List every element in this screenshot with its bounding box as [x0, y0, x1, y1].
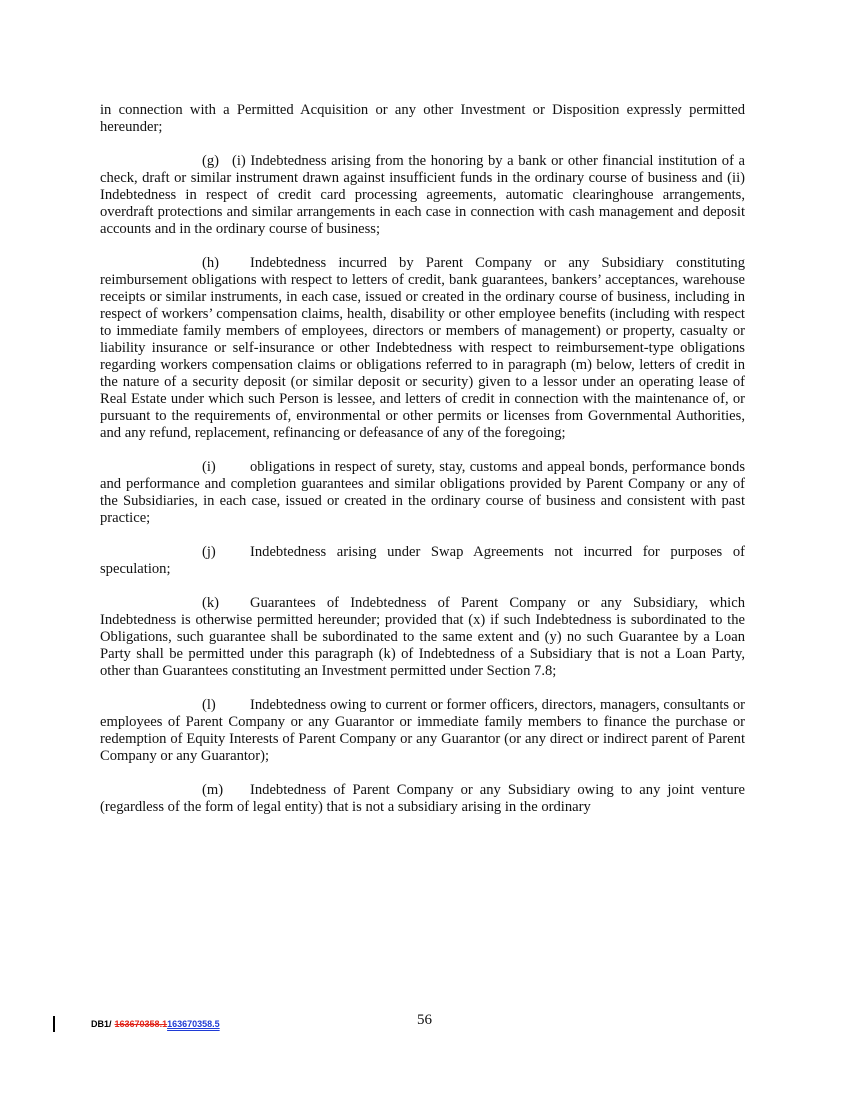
- paragraph-label-m: (m): [202, 782, 224, 798]
- paragraph-h: [100, 255, 745, 442]
- paragraph-label-j: (j): [202, 544, 216, 560]
- revision-change-bar: [53, 1016, 55, 1032]
- paragraph-j: [100, 544, 745, 578]
- paragraph-label-i: (i): [202, 459, 216, 475]
- paragraph-text-m: Indebtedness of Parent Company or any Subsidiary owing to any joint venture (regardless of the form of legal entity) that is not a subsidiary arising in the ordinary: [100, 782, 745, 815]
- paragraph-label-h: (h): [202, 255, 220, 271]
- paragraph-m: [100, 782, 745, 816]
- paragraph-text-l: Indebtedness owing to current or former officers, directors, managers, consultants or employees of Parent Company or any Guarantor or immediate family members to finance the purchase or redemption of Equity Interests of Parent Company or any Guarantor (or any direct or indirect parent of Parent Company or any Guarantor);: [100, 697, 745, 764]
- paragraph-l: [100, 697, 745, 765]
- paragraph-text-j: Indebtedness arising under Swap Agreements not incurred for purposes of speculation;: [100, 544, 745, 577]
- paragraph-text-g: (i) Indebtedness arising from the honoring by a bank or other financial institution of a check, draft or similar instrument drawn against insufficient funds in the ordinary course of business and (ii) Indebtedness in respect of credit card processing agreements, automatic clearinghouse arrangements, overdraft protections and similar arrangements in each case in connection with cash management and deposit accounts and in the ordinary course of business;: [100, 153, 745, 237]
- doc-id-prefix: DB1/: [91, 1018, 112, 1029]
- inserted-doc-id: 163670358.5: [167, 1018, 220, 1029]
- paragraph-label-l: (l): [202, 697, 216, 713]
- document-body: [100, 102, 745, 816]
- paragraph-k: [100, 595, 745, 680]
- deleted-doc-id: 163670358.1: [114, 1018, 168, 1029]
- paragraph-continuation: in connection with a Permitted Acquisition or any other Investment or Disposition expressly permitted hereunder;: [100, 102, 745, 135]
- paragraph-label-k: (k): [202, 595, 220, 611]
- paragraph-text-k: Guarantees of Indebtedness of Parent Company or any Subsidiary, which Indebtedness is otherwise permitted hereunder; provided that (x) if such Indebtedness is subordinated to the Obligations, such guarantee shall be subordinated to the same extent and (y) no such Guarantee by a Loan Party shall be permitted under this paragraph (k) of Indebtedness of a Subsidiary that is not a Loan Party, other than Guarantees constituting an Investment permitted under Section 7.8;: [100, 595, 745, 679]
- paragraph-text-h: Indebtedness incurred by Parent Company or any Subsidiary constituting reimbursement obligations with respect to letters of credit, bank guarantees, bankers’ acceptances, warehouse receipts or similar instruments, in each case, issued or created in the ordinary course of business, including in respect of workers’ compensation claims, health, disability or other employee benefits (including with respect to immediate family members of employees, directors or members of management) or property, casualty or liability insurance or self-insurance or other Indebtedness with respect to reimbursement-type obligations regarding workers compensation claims or obligations referred to in paragraph (m) below, letters of credit in the nature of a security deposit (or similar deposit or security) given to a lessor under an operating lease of Real Estate under which such Person is lessee, and letters of credit in connection with the maintenance of, or pursuant to the requirements of, environmental or other permits or licenses from Governmental Authorities, and any refund, replacement, refinancing or defeasance of any of the foregoing;: [100, 255, 745, 441]
- document-footer: [53, 1016, 220, 1032]
- paragraph-label-g: (g): [202, 153, 220, 169]
- paragraph-i: [100, 459, 745, 527]
- paragraph-text-i: obligations in respect of surety, stay, customs and appeal bonds, performance bonds and performance and completion guarantees and similar obligations provided by Parent Company or any of the Subsidiaries, in each case, issued or created in the ordinary course of business and consistent with past practice;: [100, 459, 745, 526]
- paragraph-g: [100, 153, 745, 238]
- page-number: 56: [417, 1012, 432, 1028]
